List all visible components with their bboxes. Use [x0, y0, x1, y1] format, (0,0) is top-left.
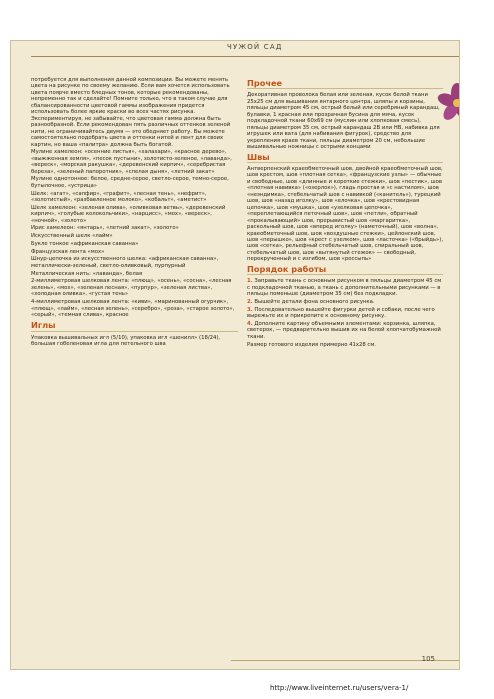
material-metallic-thread: Металлическая нить: «лаванда», белая — [31, 270, 143, 277]
material-ribbon-4mm: 4-миллиметровая шелковая лента: «киви», «маринованный огурчик», «плющ», «лайм», «лесная зелень», «серебро», «роза», «старое золото», «серый», «темная слива», красное — [31, 299, 235, 318]
material-boucle: Букле тонкое «африканская саванна» — [31, 240, 139, 247]
size-paragraph: Размер готового изделия примерно 41x28 см. — [247, 341, 377, 348]
material-silk-chameleon: Шелк хамелеон: «зеленая олива», «оливковая ветвь», «деревенский кирпич», «голубые колокольчики», «нарцисс», «мох», «вереск», «ночной», «золото» — [31, 204, 226, 224]
step-item — [247, 321, 443, 340]
step-item — [247, 278, 443, 297]
step-number: 4. — [247, 320, 253, 327]
right-column — [247, 77, 443, 349]
other-paragraph: Декоративная проволока белая или зеленая, кусок белой ткани 25x25 см для вышивания янтарного центра, шляпы и корзины, пяльцы диаметром 45 см, острый белый или серебряный карандаш, булавки, 1 красная или прозрачная бусина для мяча, кусок подкладочной ткани 60x69 см (муслин или хлопковая смесь), пяльцы диаметром 35 см, острый карандаш 2В или НВ, набивка для игрушек или вата (для набивания фигурок), средство для укрепления краев ткани, пяльцы диаметром 20 см, небольшие вышивальные ножницы с острыми концами — [247, 92, 440, 151]
step-number: 2. — [247, 298, 253, 305]
material-french-ribbon: Французская лента «мох» — [31, 248, 105, 255]
order-heading: Порядок работы — [247, 266, 443, 275]
other-heading: Прочее — [247, 80, 443, 89]
material-ribbon-2mm: 2-миллиметровая шелковая лента: «плющ», «осень», «сосна», «лесная зелень», «мох», «зеленая лесная», «пурпур», «зеленая листва», «холодная оливка», «густая тень» — [31, 278, 232, 298]
material-cord: Шнур-цепочка из искусственного шелка: «африканская саванна», металлически-зеленый, светло-оливковый, пурпурный — [31, 256, 219, 269]
step-number: 1. — [247, 278, 253, 285]
needles-heading: Иглы — [31, 322, 238, 331]
step-item — [247, 299, 443, 305]
section-title: ЧУЖОЙ САД — [227, 43, 283, 51]
page-number: 105 — [421, 655, 435, 663]
material-iris-chameleon: Ирис хамелеон: «янтарь», «летний закат», «золото» — [31, 225, 179, 232]
running-header — [31, 41, 459, 57]
step-item — [247, 307, 443, 320]
material-mouline-chameleon: Мулине хамелеон: «осенние листья», «халахари», «красное дерево», «выжженная земля», «песок пустыни», золотисто-зеленое, «лаванда», «вереск», «морская ракушка», «деревенский кирпич», «серебристая береза», «зеленый папоротник», «спелая дыня», «летний закат» — [31, 149, 232, 175]
step-number: 3. — [247, 306, 253, 313]
step-text: Заправьте ткань с основным рисунком в пяльцы диаметром 45 см с подкладочной тканью, а ткань с дополнительными рисунками — в пяльцы поменьше (диаметром 35 см) без подкладки. — [247, 278, 442, 298]
material-artificial-silk: Искусственный шелк «лайм» — [31, 233, 113, 240]
source-url[interactable]: http://www.liveinternet.ru/users/vera-1/ — [270, 684, 409, 692]
material-mouline-solid: Мулине однотонное: белое, средне-серое, светло-серое, темно-серое, бутылочное, «устрица» — [31, 176, 229, 189]
step-text: Последовательно вышейте фигурки детей и собаки, после чего вырежьте их и прикрепите к основному рисунку. — [247, 306, 435, 320]
stitches-heading: Швы — [247, 154, 443, 163]
magazine-page — [10, 40, 460, 670]
stitches-paragraph: Антверпенский краеобметочный шов, двойной краеобметочный шов, шов крестом, шов «плотная сетка», «французские узлы» — обычные и свободные, шов «длинные и короткие стежки», шов «пестик», шов «плотная навивка» («озерлок»), гладь простая и «с настилом», шов «неэндимка», стебельчатый шов с навивкой («канитель»), турецкий шов, шов «назад иголку», шов «елочка», шов «крестовидная цепочка», шов «мушка», шов «узелковая цепочка», «переплетающийся петочный шов», шов «петли», обратный «прокалывающий» шов, прерывистый шов «маргаритка», раскольный шов, шов «вперед иголку» (наметочный), шов «волна», краеобметочный шов, шов «воздушные стежки», цейлонский шов, шов «перышко», шов «крест с узелком», шов «ласточка» («брыйдь»), шов «сетка», рельефный стебельчатый шов, спиральный шов, стебельчатый шов, шов «вытянутый стежок» — свободный, перекрученный и с изгибом, шов «россыпь» — [247, 165, 444, 263]
step-text: Вышейте детали фона основного рисунка. — [254, 298, 375, 305]
needles-paragraph: Упаковка вышивальных игл (5/10), упаковка игл «шенилл» (18/24), большая гобеленовая игла для петельного шва — [31, 334, 221, 348]
material-silk: Шелк: «агат», «сапфир», «графит», «лесная тень», «нефрит», «золотистый», «разбавленное молоко», «кобальт», «аметист» — [31, 190, 207, 204]
intro-paragraph: потребуется для выполнения данной композиции. Вы можете менять цвета на рисунке по своему желанию. Если вам хочется использовать цвета поярче вместо бледных тонов, которые рекомендованы, непременно так и сделайте! Помните только, что в таком случае для сбалансированности цветовой гаммы изображения придется использовать более яркие краски во всех частях рисунка. Экспериментируя, не забывайте, что цветовая гамма должна быть разнообразной. Если рекомендован пять различных оттенков зеленой нити, не ограничивайтесь двумя — это обедняет работу. Вы можете самостоятельно подобрать цвета и оттенки нитей и лент для своих картин, но ваша «палитра» должна быть богатой. — [31, 77, 231, 148]
step-text: Дополните картину объемными элементами: корзинка, шляпка, светерок, — предварительно вышив их на белой хлопчатобумажной ткани. — [247, 320, 441, 340]
left-column — [31, 77, 238, 349]
